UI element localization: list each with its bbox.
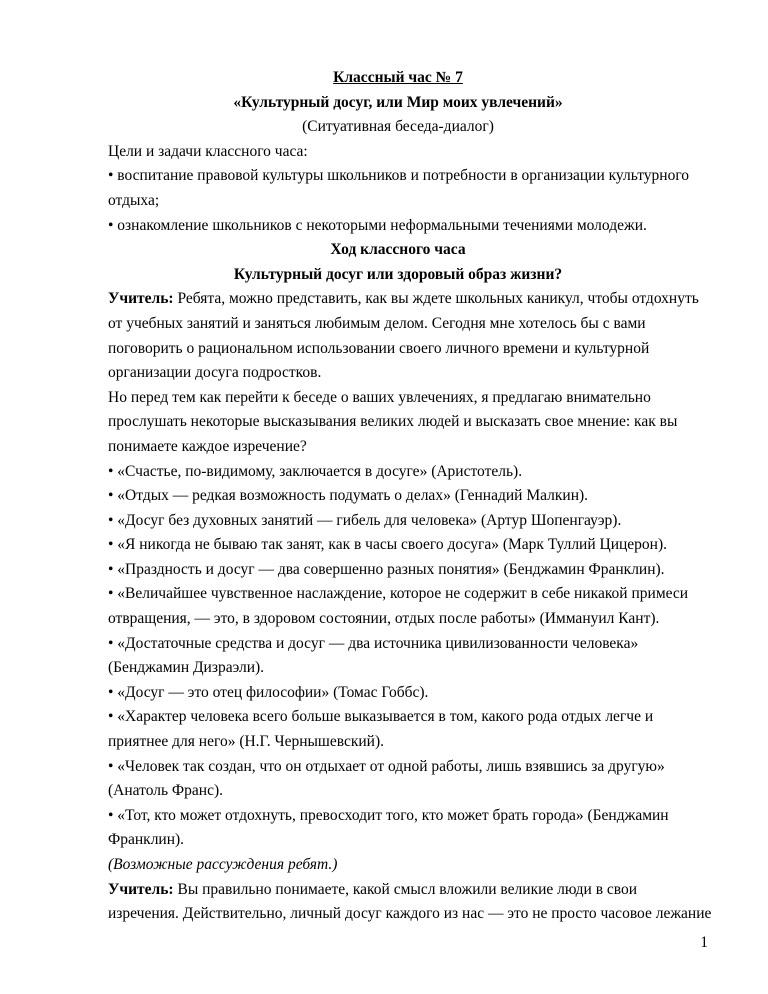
paragraph-line: Но перед тем как перейти к беседе о ваших увлечениях, я предлагаю внимательно bbox=[108, 388, 651, 406]
quote-line: отвращения, — это, в здоровом состоянии, отдых после работы» (Иммануил Кант). bbox=[108, 610, 660, 628]
paragraph-line: понимаете каждое изречение? bbox=[108, 437, 307, 455]
quote-line: • «Я никогда не бываю так занят, как в часы своего досуга» (Марк Туллий Цицерон). bbox=[108, 536, 668, 554]
paragraph-line: изречения. Действительно, личный досуг каждого из нас — это не просто часовое лежание bbox=[108, 905, 712, 923]
goals-item: • ознакомление школьников с некоторыми неформальными течениями молодежи. bbox=[108, 216, 647, 234]
document-title: Классный час № 7 bbox=[333, 69, 463, 86]
paragraph-line: поговорить о рациональном использовании своего личного времени и культурной bbox=[108, 339, 650, 357]
stage-note: (Возможные рассуждения ребят.) bbox=[108, 856, 338, 873]
quote-line: (Анатоль Франс). bbox=[108, 782, 224, 800]
goals-item-continued: отдыха; bbox=[108, 191, 160, 209]
quote-line: • «Праздность и досуг — два совершенно разных понятия» (Бенджамин Франклин). bbox=[108, 560, 665, 578]
goals-heading: Цели и задачи классного часа: bbox=[108, 142, 308, 160]
quote-line: • «Отдых — редкая возможность подумать о делах» (Геннадий Малкин). bbox=[108, 487, 589, 505]
paragraph-text: Ребята, можно представить, как вы ждете школьных каникул, чтобы отдохнуть bbox=[173, 290, 699, 308]
page-number: 1 bbox=[700, 934, 708, 951]
quote-line: • «Счастье, по-видимому, заключается в досуге» (Аристотель). bbox=[108, 462, 523, 480]
quote-line: • «Тот, кто может отдохнуть, превосходит того, кто может брать города» (Бенджамин bbox=[108, 806, 669, 824]
document-subtitle: «Культурный досуг, или Мир моих увлечений» bbox=[233, 93, 563, 111]
paragraph-line: прослушать некоторые высказывания великих людей и высказать свое мнение: как вы bbox=[108, 413, 678, 431]
paragraph-text: Вы правильно понимаете, какой смысл вложили великие люди в свои bbox=[173, 880, 638, 898]
section-subheading: Культурный досуг или здоровый образ жизни? bbox=[233, 265, 563, 283]
paragraph-line: организации досуга подростков. bbox=[108, 364, 322, 382]
teacher-paragraph-line bbox=[108, 287, 699, 312]
teacher-paragraph-line bbox=[108, 878, 688, 903]
quote-line: • «Величайшее чувственное наслаждение, которое не содержит в себе никакой примеси bbox=[108, 585, 689, 603]
quote-line: (Бенджамин Дизраэли). bbox=[108, 659, 265, 677]
goals-item: • воспитание правовой культуры школьников и потребности в организации культурного bbox=[108, 167, 690, 185]
quote-line: • «Достаточные средства и досуг — два источника цивилизованности человека» bbox=[108, 634, 639, 652]
speaker-label: Учитель: bbox=[108, 880, 174, 898]
quote-line: • «Досуг без духовных занятий — гибель для человека» (Артур Шопенгауэр). bbox=[108, 511, 622, 529]
quote-line: • «Досуг — это отец философии» (Томас Гоббс). bbox=[108, 683, 429, 701]
quote-line: • «Человек так создан, что он отдыхает от одной работы, лишь взявшись за другую» bbox=[108, 757, 665, 775]
section-heading: Ход классного часа bbox=[330, 241, 466, 259]
paragraph-line: от учебных занятий и заняться любимым делом. Сегодня мне хотелось бы с вами bbox=[108, 314, 646, 332]
quote-line: приятнее для него» (Н.Г. Чернышевский). bbox=[108, 733, 385, 751]
quote-line: • «Характер человека всего больше выказывается в том, какого рода отдых легче и bbox=[108, 708, 654, 726]
quote-line: Франклин). bbox=[108, 831, 185, 849]
document-form: (Ситуативная беседа-диалог) bbox=[302, 118, 494, 136]
page-content bbox=[108, 66, 712, 927]
speaker-label: Учитель: bbox=[108, 290, 174, 308]
